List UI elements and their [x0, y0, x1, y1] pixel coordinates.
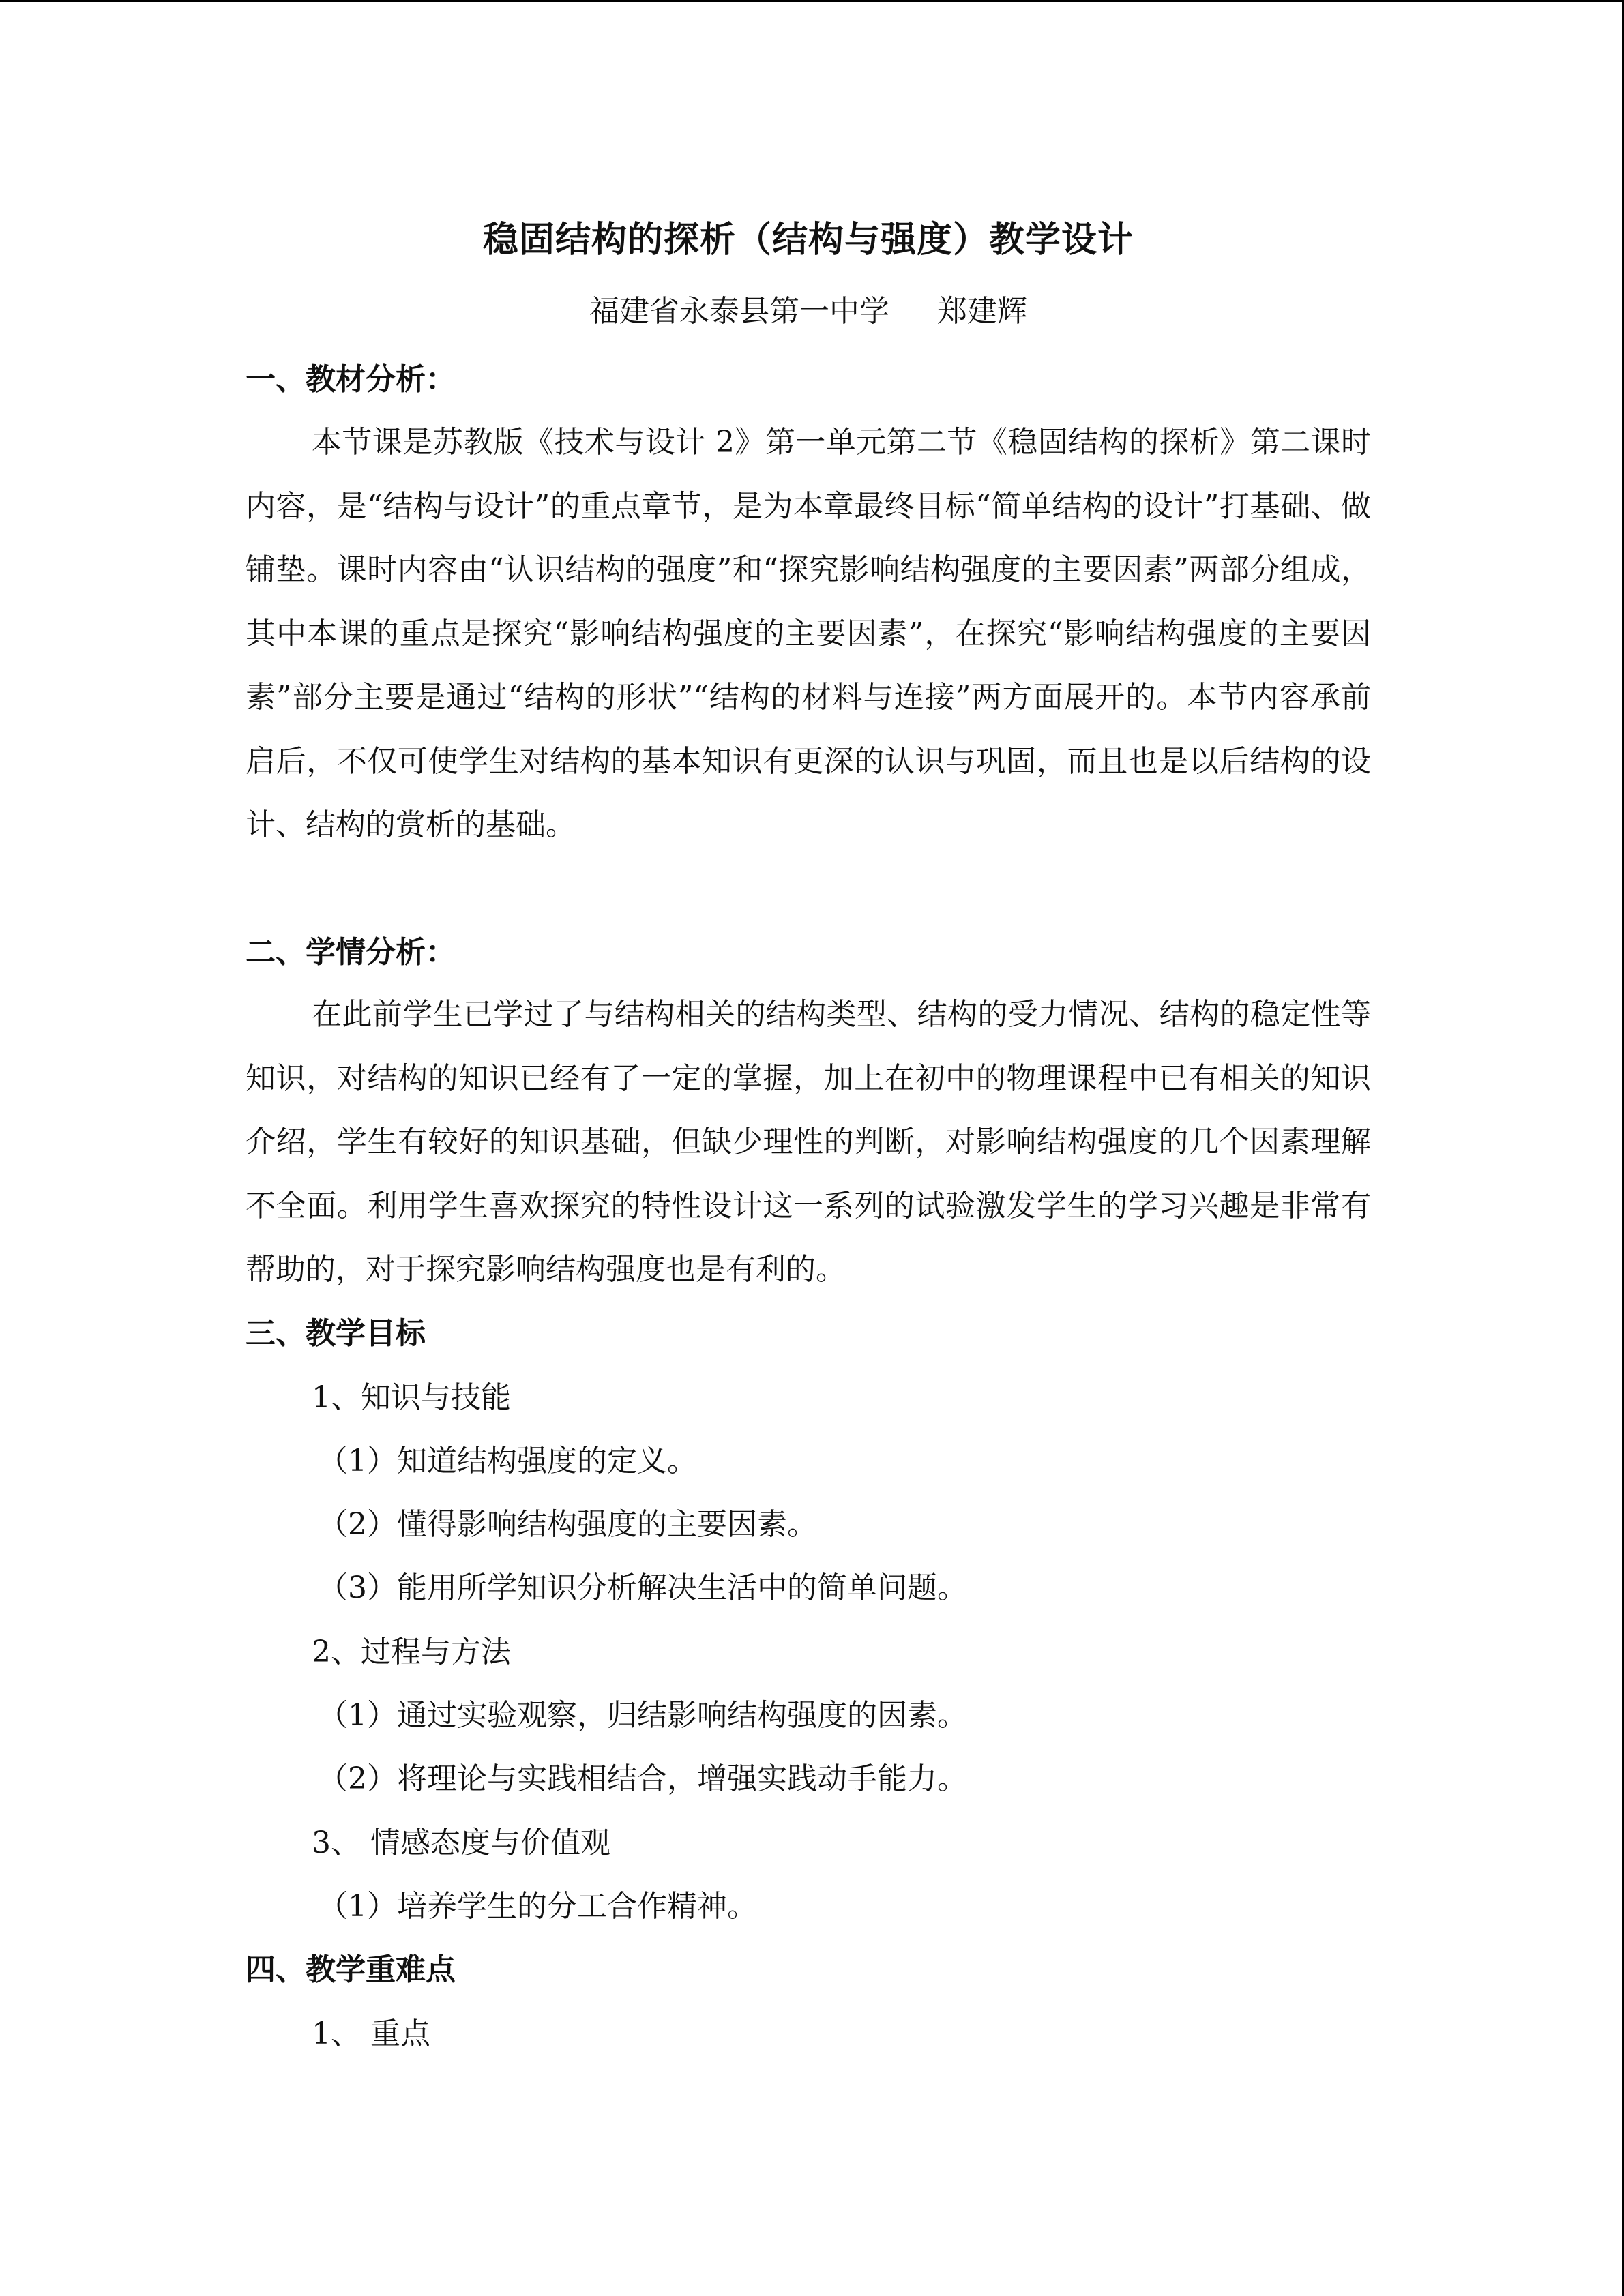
school-name: 福建省永泰县第一中学	[589, 294, 889, 329]
goal-item: （3）能用所学知识分析解决生活中的简单问题。	[318, 1570, 967, 1605]
section-heading-student-analysis: 二、学情分析：	[246, 935, 456, 970]
section-heading-material-analysis: 一、教材分析：	[246, 362, 456, 397]
document-byline	[246, 288, 1371, 336]
document-title: 稳固结构的探析（结构与强度）教学设计	[482, 220, 1134, 260]
page-border-top	[0, 0, 1624, 2]
key-point-item: 1、 重点	[312, 2016, 430, 2051]
section-heading-key-points: 四、教学重难点	[246, 1952, 456, 1987]
goal-item: （1）培养学生的分工合作精神。	[318, 1889, 757, 1924]
goal-item: （2）懂得影响结构强度的主要因素。	[318, 1507, 817, 1542]
goal-item: （1）知道结构强度的定义。	[318, 1444, 697, 1478]
goal-item: （2）将理论与实践相结合，增强实践动手能力。	[318, 1761, 967, 1796]
paragraph-material-analysis: 本节课是苏教版《技术与设计 2》第一单元第二节《稳固结构的探析》第二课时内容，是“结构与设计”的重点章节，是为本章最终目标“简单结构的设计”打基础、做铺垫。课时内容由“认识结构的强度”和“探究影响结构强度的主要因素”两部分组成，其中本课的重点是探究“影响结构强度的主要因素”，在探究“影响结构强度的主要因素”部分主要是通过“结构的形状”“结构的材料与连接”两方面展开的。本节内容承前启后，不仅可使学生对结构的基本知识有更深的认识与巩固，而且也是以后结构的设计、结构的赏析的基础。	[246, 425, 1371, 842]
paragraph-student-analysis: 在此前学生已学过了与结构相关的结构类型、结构的受力情况、结构的稳定性等知识，对结构的知识已经有了一定的掌握，加上在初中的物理课程中已有相关的知识介绍，学生有较好的知识基础，但缺少理性的判断，对影响结构强度的几个因素理解不全面。利用学生喜欢探究的特性设计这一系列的试验激发学生的学习兴趣是非常有帮助的，对于探究影响结构强度也是有利的。	[246, 997, 1371, 1287]
goal-process-method: 2、过程与方法	[312, 1635, 511, 1669]
goal-emotion-values: 3、 情感态度与价值观	[312, 1825, 610, 1860]
goal-item: （1）通过实验观察，归结影响结构强度的因素。	[318, 1698, 967, 1733]
author-name: 郑建辉	[937, 294, 1027, 329]
section-heading-teaching-goals: 三、教学目标	[246, 1316, 426, 1351]
goal-knowledge-skills: 1、知识与技能	[312, 1380, 511, 1415]
